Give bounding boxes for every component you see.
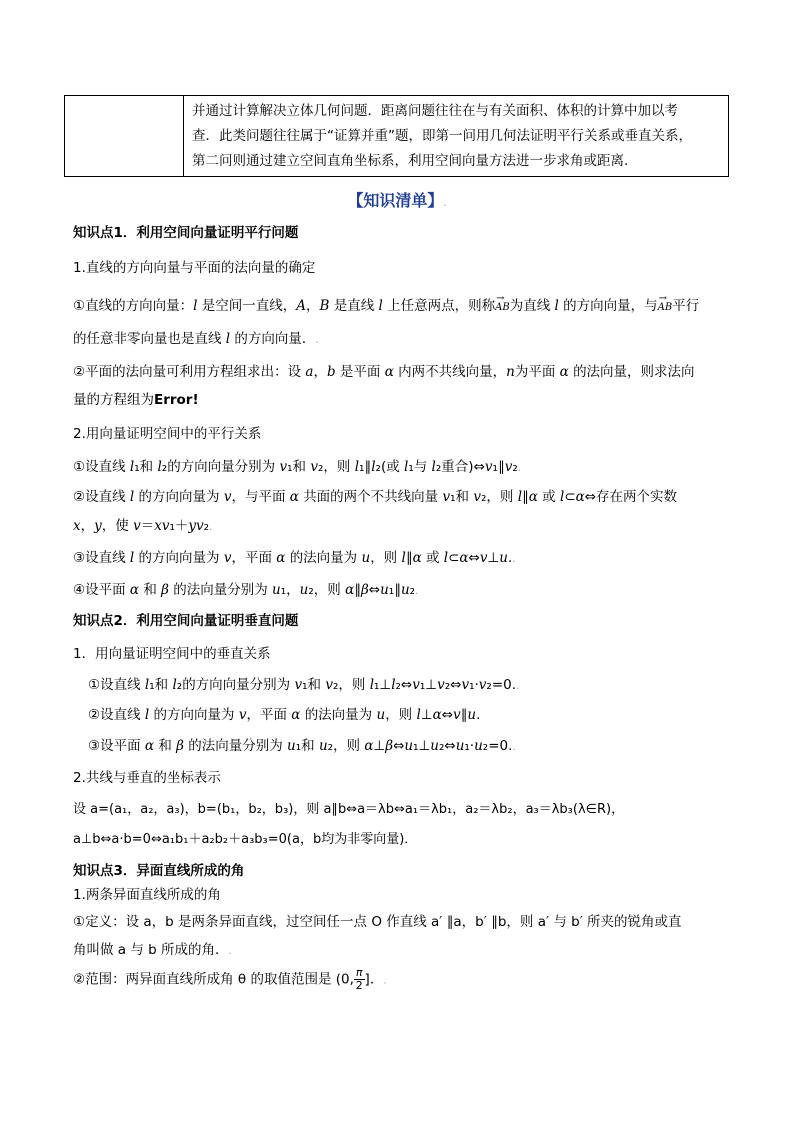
kp2-perp-2: ②设直线 l 的方向向量为 v，平面 α 的法向量为 u，则 l⊥α⇔v∥u. — [88, 707, 481, 723]
kp3-title: 知识点3．异面直线所成的角 — [73, 863, 245, 879]
kp1-item1-cont: 的任意非零向量也是直线 l 的方向向量．. — [73, 331, 319, 347]
table-right-cell — [192, 99, 722, 174]
intro-table — [64, 95, 729, 177]
kp3-definition: ①定义：设 a，b 是两条异面直线，过空间任一点 O 作直线 a′ ∥a，b′ ∥b，则 a′ 与 b′ 所夹的锐角或直 — [73, 914, 682, 930]
error-text: Error! — [154, 392, 199, 408]
kp2-perp-3: ③设平面 α 和 β 的法向量分别为 u₁和 u₂，则 α⊥β⇔u₁⊥u₂⇔u₁·u₂=0.. — [88, 738, 516, 754]
kp1-s1-title: 1.直线的方向向量与平面的法向量的确定 — [73, 260, 316, 276]
kp2-perp-1: ①设直线 l₁和 l₂的方向向量分别为 v₁和 v₂，则 l₁⊥l₂⇔v₁⊥v₂⇔v₁·v₂=0.. — [88, 677, 520, 693]
pi-over-two: $\frac{\pi}{2}$ — [355, 966, 363, 992]
kp1-parallel-3: ③设直线 l 的方向向量为 v，平面 α 的法向量为 u，则 l∥α 或 l⊂α⇔v⊥u.. — [73, 550, 516, 566]
kp1-parallel-1: ①设直线 l₁和 l₂的方向向量分别为 v₁和 v₂，则 l₁∥l₂(或 l₁与 l₂重合)⇔v₁∥v₂. — [73, 459, 521, 475]
kp2-title: 知识点2．利用空间向量证明垂直问题 — [73, 613, 299, 629]
paragraph-mark: . — [443, 198, 447, 209]
kp1-title: 知识点1．利用空间向量证明平行问题 — [73, 225, 299, 241]
kp1-item1: ①直线的方向向量：l 是空间一直线，A，B 是直线 l 上任意两点，则称→ AB为直线 l 的方向向量，与→ AB平行 — [73, 294, 733, 314]
kp1-parallel-4: ④设平面 α 和 β 的法向量分别为 u₁，u₂，则 α∥β⇔u₁∥u₂. — [73, 582, 419, 598]
kp1-item2: ②平面的法向量可利用方程组求出：设 a，b 是平面 α 内两不共线向量，n为平面 α 的法向量，则求法向 — [73, 364, 695, 380]
kp3-range: ②范围：两异面直线所成角 θ 的取值范围是 (0, $\frac{\pi}{2}$ ]．. — [73, 966, 387, 992]
kp3-definition-cont: 角叫做 a 与 b 所成的角．. — [73, 942, 232, 958]
kp2-s1-title: 1．用向量证明空间中的垂直关系 — [73, 646, 271, 662]
kp2-coord-perp: a⊥b⇔a·b=0⇔a₁b₁＋a₂b₂＋a₃b₃=0(a，b均为非零向量)． — [73, 832, 418, 847]
table-line: 并通过计算解决立体几何问题．距离问题往往在与有关面积、体积的计算中加以考 — [192, 103, 678, 119]
kp1-parallel-2: ②设直线 l 的方向向量为 v，与平面 α 共面的两个不共线向量 v₁和 v₂，则 l∥α 或 l⊂α⇔存在两个实数 — [73, 489, 678, 505]
kp2-coord-parallel: 设 a=(a₁，a₂，a₃)，b=(b₁，b₂，b₃)，则 a∥b⇔a＝λb⇔a₁＝λb₁，a₂＝λb₂，a₃＝λb₃(λ∈R)， — [73, 802, 625, 817]
table-column-divider — [183, 96, 184, 176]
kp3-s1-title: 1.两条异面直线所成的角 — [73, 887, 221, 903]
kp1-s2-title: 2.用向量证明空间中的平行关系 — [73, 426, 262, 442]
table-line: 查．此类问题往往属于“证算并重”题，即第一问用几何法证明平行关系或垂直关系， — [192, 128, 692, 144]
kp2-s2-title: 2.共线与垂直的坐标表示 — [73, 770, 221, 786]
section-heading: 【知识清单】. — [347, 191, 447, 210]
kp1-item2-cont: 量的方程组为Error! — [73, 392, 199, 408]
table-line: 第二问则通过建立空间直角坐标系，利用空间向量方法进一步求角或距离. — [192, 153, 629, 169]
kp1-parallel-2-cont: x，y，使 v＝xv₁＋yv₂. — [73, 518, 213, 534]
